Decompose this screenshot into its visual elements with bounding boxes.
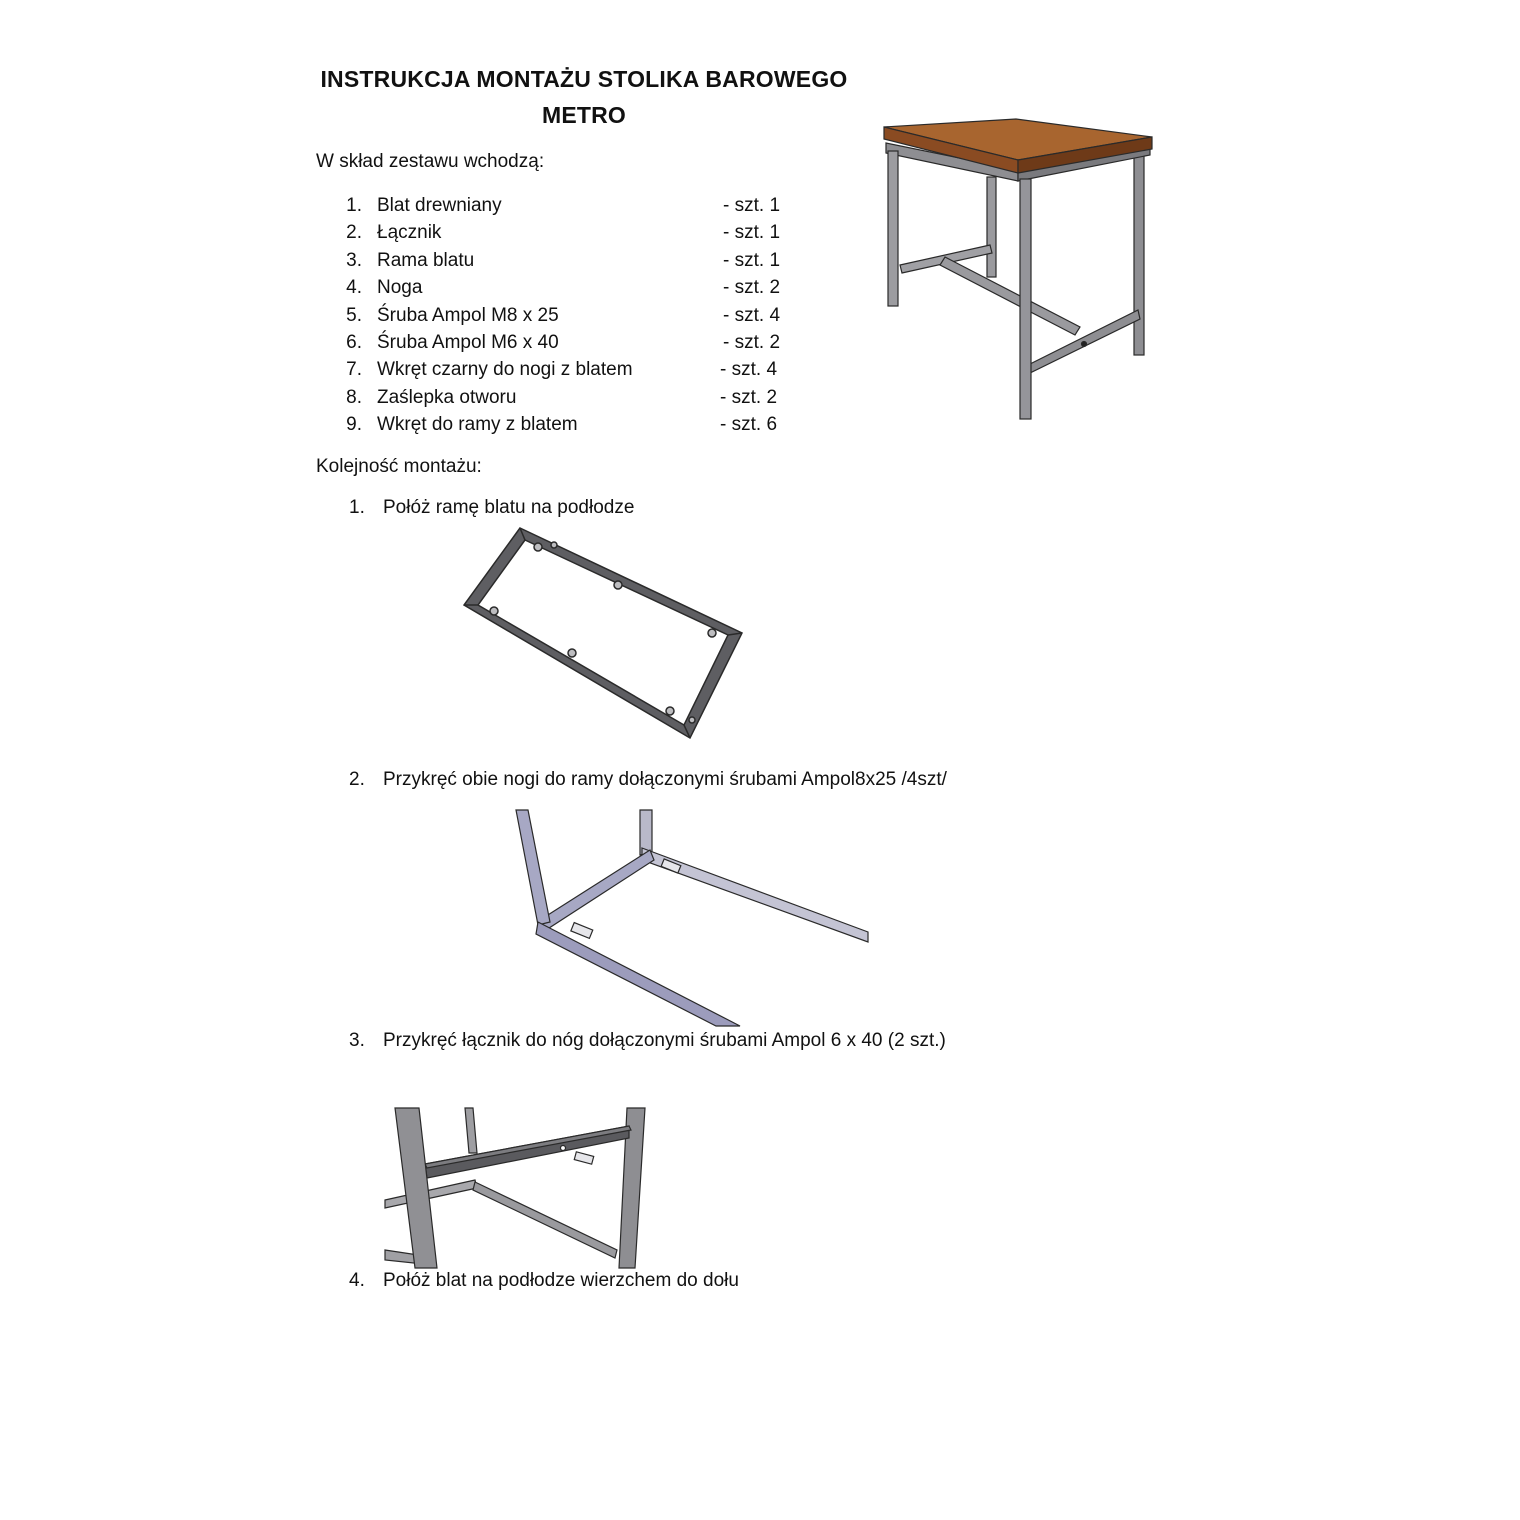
parts-list-item [340,274,800,301]
step-text: Przykręć obie nogi do ramy dołączonymi śrubami Ampol8x25 /4szt/ [383,769,947,790]
parts-list-item [340,411,800,438]
part-name: Śruba Ampol M6 x 40 [377,331,559,353]
part-quantity: - szt. 6 [720,414,778,436]
parts-list-item [340,219,800,246]
part-number: 3. [346,249,362,271]
parts-list-item [340,356,800,383]
assembly-heading: Kolejność montażu: [316,456,482,477]
part-quantity: - szt. 1 [723,222,781,244]
parts-list-item [340,302,800,329]
part-quantity: - szt. 2 [723,331,781,353]
parts-list-item [340,384,800,411]
connector-attached-illustration [385,1108,650,1268]
step-number: 1. [349,497,365,518]
frame-on-floor-illustration [460,525,760,745]
part-name: Łącznik [377,222,442,244]
part-number: 7. [346,359,362,381]
parts-list-item [340,329,800,356]
part-name: Noga [377,277,423,299]
document-title: INSTRUKCJA MONTAŻU STOLIKA BAROWEGO [320,66,848,92]
step-number: 4. [349,1270,365,1291]
part-number: 6. [346,331,362,353]
part-name: Śruba Ampol M8 x 25 [377,304,559,326]
part-number: 4. [346,277,362,299]
parts-list-item [340,192,800,219]
part-quantity: - szt. 1 [723,249,781,271]
part-number: 8. [346,386,362,408]
step-text: Przykręć łącznik do nóg dołączonymi śrubami Ampol 6 x 40 (2 szt.) [383,1030,946,1051]
part-number: 2. [346,222,362,244]
document-subtitle: METRO [541,102,627,128]
part-name: Rama blatu [377,249,475,271]
part-number: 9. [346,414,362,436]
step-number: 3. [349,1030,365,1051]
part-name: Blat drewniany [377,195,502,216]
part-quantity: - szt. 2 [723,277,781,299]
part-quantity: - szt. 1 [723,195,781,216]
part-quantity: - szt. 2 [720,386,778,408]
step-text: Połóż ramę blatu na podłodze [383,497,635,518]
step-text: Połóż blat na podłodze wierzchem do dołu [383,1270,739,1291]
part-quantity: - szt. 4 [723,304,781,326]
part-quantity: - szt. 4 [720,359,778,381]
parts-heading: W skład zestawu wchodzą: [316,151,545,172]
part-name: Wkręt do ramy z blatem [377,414,578,436]
part-name: Zaślepka otworu [377,386,517,408]
parts-list-item [340,247,800,274]
parts-list [340,192,800,439]
step-number: 2. [349,769,365,790]
bar-table-illustration [870,115,1170,430]
part-number: 5. [346,304,362,326]
part-name: Wkręt czarny do nogi z blatem [377,359,633,381]
part-number: 1. [346,195,362,216]
legs-attached-illustration [510,810,870,1026]
